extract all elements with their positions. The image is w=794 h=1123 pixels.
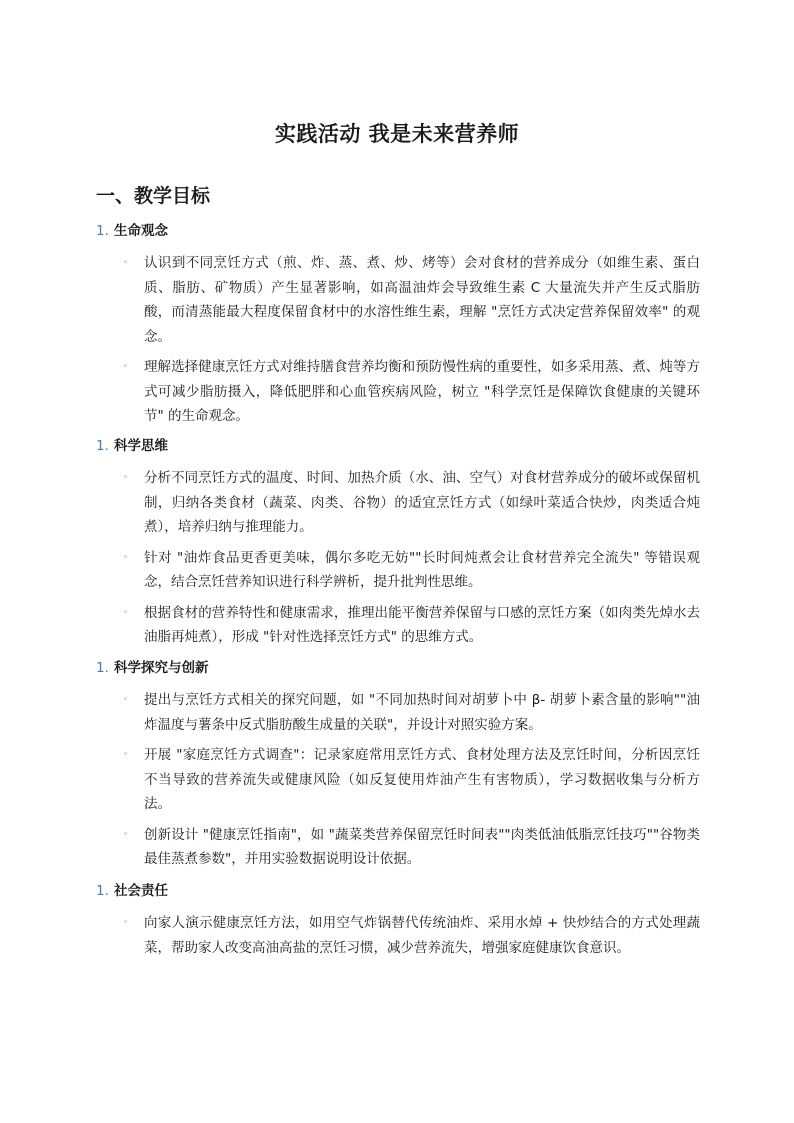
list-item-text: 提出与烹饪方式相关的探究问题，如 "不同加热时间对胡萝卜中 β- 胡萝卜素含量的影响""油炸温度与薯条中反式脂肪酸生成量的关联"，并设计对照实验方案。	[144, 692, 700, 733]
ring-bullet-icon: ◦	[123, 552, 129, 563]
list-item-text: 针对 "油炸食品更香更美味，偶尔多吃无妨""长时间炖煮会让食材营养完全流失" 等错误观念，结合烹饪营养知识进行科学辨析，提升批判性思维。	[144, 549, 700, 590]
list-item	[96, 601, 700, 650]
group-number: 1.	[96, 660, 109, 676]
list-item	[96, 466, 700, 540]
list-item	[96, 911, 700, 960]
bullet-list	[96, 466, 700, 650]
bullet-list	[96, 911, 700, 960]
group-social-responsibility	[96, 880, 700, 960]
group-title	[96, 435, 700, 457]
list-item	[96, 823, 700, 872]
group-number: 1.	[96, 883, 109, 899]
bullet-list	[96, 688, 700, 872]
ring-bullet-icon: ◦	[123, 750, 129, 760]
ring-bullet-icon: ◦	[123, 695, 129, 705]
list-item-text: 开展 "家庭烹饪方式调查"：记录家庭常用烹饪方式、食材处理方法及烹饪时间，分析因烹饪不当导致的营养流失或健康风险（如反复使用炸油产生有害物质），学习数据收集与分析方法。	[144, 747, 700, 812]
group-life-concept	[96, 220, 700, 429]
ring-bullet-icon: ◦	[123, 607, 129, 618]
ring-bullet-icon: ◦	[123, 258, 129, 268]
list-item-text: 分析不同烹饪方式的温度、时间、加热介质（水、油、空气）对食材营养成分的破坏或保留机制，归纳各类食材（蔬菜、肉类、谷物）的适宜烹饪方式（如绿叶菜适合快炒，肉类适合炖煮），培养归纳与推理能力。	[144, 470, 700, 535]
document-title: 实践活动 我是未来营养师	[274, 122, 520, 146]
bullet-list	[96, 251, 700, 429]
ring-bullet-icon: ◦	[123, 829, 129, 840]
group-label: 社会责任	[114, 883, 168, 899]
list-item-text: 向家人演示健康烹饪方法，如用空气炸锅替代传统油炸、采用水焯 + 快炒结合的方式处理蔬菜，帮助家人改变高油高盐的烹饪习惯，减少营养流失，增强家庭健康饮食意识。	[144, 915, 700, 956]
ring-bullet-icon: ◦	[123, 473, 129, 483]
group-title	[96, 657, 700, 679]
list-item	[96, 688, 700, 737]
list-item-text: 认识到不同烹饪方式（煎、炸、蒸、煮、炒、烤等）会对食材的营养成分（如维生素、蛋白质、脂肪、矿物质）产生显著影响，如高温油炸会导致维生素 C 大量流失并产生反式脂肪酸，而清蒸能最大程度保留食材中的水溶性维生素，理解 "烹饪方式决定营养保留效率" 的观念。	[144, 255, 700, 345]
list-item	[96, 251, 700, 349]
list-item-text: 理解选择健康烹饪方式对维持膳食营养均衡和预防慢性病的重要性，如多采用蒸、煮、炖等方式可减少脂肪摄入，降低肥胖和心血管疾病风险，树立 "科学烹饪是保障饮食健康的关键环节" 的生命观念。	[144, 359, 700, 424]
ring-bullet-icon: ◦	[123, 362, 129, 372]
list-item	[96, 546, 700, 595]
group-label: 科学思维	[114, 438, 168, 454]
ring-bullet-icon: ◦	[123, 918, 129, 928]
group-scientific-thinking	[96, 435, 700, 650]
list-item-text: 创新设计 "健康烹饪指南"，如 "蔬菜类营养保留烹饪时间表""肉类低油低脂烹饪技巧""谷物类最佳蒸煮参数"，并用实验数据说明设计依据。	[144, 826, 700, 867]
list-item	[96, 743, 700, 817]
list-item-text: 根据食材的营养特性和健康需求，推理出能平衡营养保留与口感的烹饪方案（如肉类先焯水去油脂再炖煮），形成 "针对性选择烹饪方式" 的思维方式。	[144, 604, 700, 645]
group-title	[96, 220, 700, 242]
group-label: 生命观念	[114, 223, 168, 239]
section-heading: 一、教学目标	[96, 185, 211, 207]
group-inquiry-innovation	[96, 657, 700, 872]
group-label: 科学探究与创新	[114, 660, 209, 676]
group-title	[96, 880, 700, 902]
list-item	[96, 355, 700, 429]
group-number: 1.	[96, 223, 109, 239]
group-number: 1.	[96, 438, 109, 454]
